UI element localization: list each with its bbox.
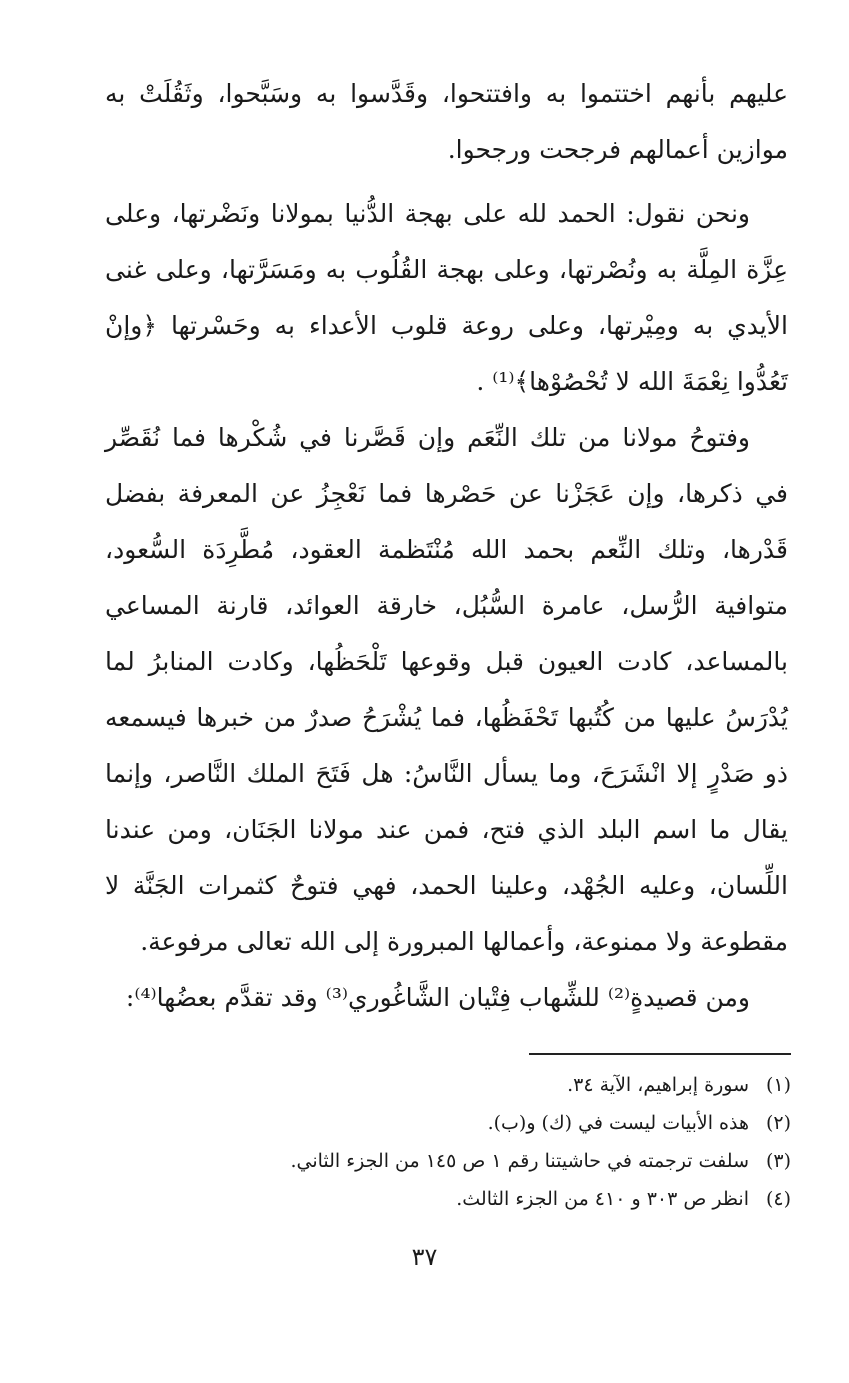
footnote-number: (٣) [765,1150,791,1172]
main-text-block [105,66,788,1026]
footnote-item [105,1142,791,1180]
paragraph-continuation: عليهم بأنهم اختتموا به وافتتحوا، وقَدَّسوا به وسَبَّحوا، وثَقُلَتْ به موازين أعمالهم فرجحت ورجحوا. [105,79,788,164]
footnote-number: (٤) [765,1188,791,1210]
footnote-text: سورة إبراهيم، الآية ٣٤. [567,1074,749,1096]
paragraph-praise: ونحن نقول: الحمد لله على بهجة الدُّنيا بمولانا ونَضْرتها، وعلى عِزَّة المِلَّة به ونُصْرتها، وعلى بهجة القُلُوب به ومَسَرَّتها، وعلى غنى الأيدي به ومِيْرتها، وعلى روعة قلوب الأعداء به وحَسْرتها ﴿وإنْ تَعُدُّوا نِعْمَةَ الله لا تُحْصُوْها﴾⁽¹⁾ . [105,199,788,396]
page-number: ٣٧ [411,1243,438,1271]
footnote-text: انظر ص ٣٠٣ و ٤١٠ من الجزء الثالث. [456,1188,749,1210]
footnote-item [105,1104,791,1142]
paragraph-poem-intro: ومن قصيدةٍ⁽²⁾ للشِّهاب فِتْيان الشَّاغُوري⁽³⁾ وقد تقدَّم بعضُها⁽⁴⁾: [125,983,750,1012]
footnote-text: سلفت ترجمته في حاشيتنا رقم ١ ص ١٤٥ من الجزء الثاني. [290,1150,749,1172]
paragraph-conquests: وفتوحُ مولانا من تلك النِّعَم وإن قَصَّرنا في شُكْرها فما نُقَصِّر في ذكرها، وإن عَجَزْنا عن حَصْرها فما نَعْجِزُ عن المعرفة بفضل قَدْرها، وتلك النِّعم بحمد الله مُنْتَظمة العقود، مُطَّرِدَة السُّعود، متوافية الرُّسل، عامرة السُّبُل، خارقة العوائد، قارنة المساعي بالمساعد، كادت العيون قبل وقوعها تَلْحَظُها، وكادت المنابرُ لما يُدْرَسُ عليها من كُتُبها تَحْفَظُها، فما يُشْرَحُ صدرٌ من خبرها فيسمعه ذو صَدْرٍ إلا انْشَرَحَ، وما يسأل النَّاسُ: هل فَتَحَ الملك النَّاصر، وإنما يقال ما اسم البلد الذي فتح، فمن عند مولانا الجَنَان، ومن عندنا اللِّسان، وعليه الجُهْد، وعلينا الحمد، فهي فتوحٌ كثمرات الجَنَّة لا مقطوعة ولا ممنوعة، وأعمالها المبرورة إلى الله تعالى مرفوعة. [105,423,788,956]
footnote-separator [529,1053,791,1055]
footnote-item [105,1066,791,1104]
footnote-number: (٢) [765,1112,791,1134]
footnote-text: هذه الأبيات ليست في (ك) و(ب). [487,1112,749,1134]
footnote-item [105,1180,791,1218]
footnote-number: (١) [765,1074,791,1096]
footnotes-list [105,1066,791,1218]
